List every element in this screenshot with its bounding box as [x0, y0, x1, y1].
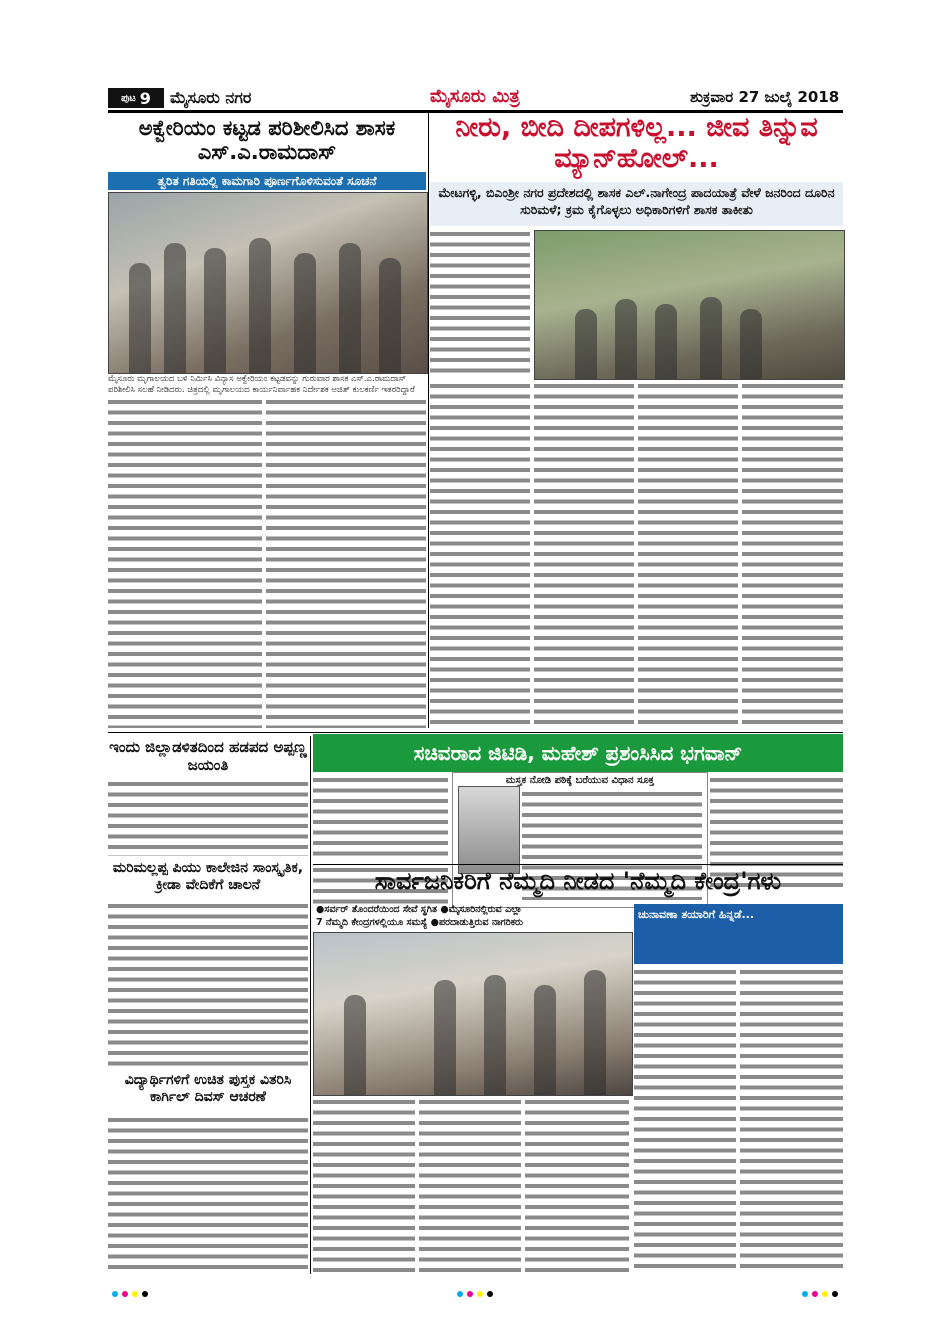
nemmadi-sidebar-title: ಚುನಾವಣಾ ತಯಾರಿಗೆ ಹಿನ್ನಡೆ...	[638, 908, 755, 921]
story-aquarium-headline: ಅಕ್ವೇರಿಯಂ ಕಟ್ಟಡ ಪರಿಶೀಲಿಸಿದ ಶಾಸಕ ಎಸ್.ಎ.ರಾಮದಾಸ್	[138, 116, 396, 165]
registration-marks-right	[800, 1282, 840, 1301]
story-nemmadi-column-4	[634, 968, 736, 1274]
story-kargil-body	[108, 1116, 308, 1272]
story-manhole-headline: ನೀರು, ಬೀದಿ ದೀಪಗಳಿಲ್ಲ... ಜೀವ ತಿನ್ನುವ ಮ್ಯಾನ್‌ಹೋಲ್...	[455, 112, 818, 175]
issue-date: ಶುಕ್ರವಾರ 27 ಜುಲೈ 2018	[690, 88, 840, 106]
page-number-badge	[108, 88, 164, 108]
story-nemmadi-column-3	[525, 1098, 629, 1274]
bhagwan-quote-title: ಮಸ್ತಕ ನೋಡಿ ಪಠಿಕ್ಕೆ ಬರೆಯುವ ವಿಧಾನ ಸೂಕ್ತ	[505, 775, 655, 786]
page-number: 9	[139, 88, 151, 108]
story-nemmadi-headline: ಸಾರ್ವಜನಿಕರಿಗೆ ನೆಮ್ಮದಿ ನೀಡದ 'ನೆಮ್ಮದಿ ಕೇಂದ್ರ'ಗಳು	[374, 867, 782, 895]
nemmadi-centre-photo	[313, 932, 633, 1096]
registration-marks-center	[455, 1282, 495, 1301]
story-aquarium-column-1	[108, 398, 262, 728]
story-nemmadi-bullets	[316, 904, 632, 930]
story-manhole-subdeck: ಮೇಟಗಳ್ಳಿ, ಬಿಎಂಶ್ರೀ ನಗರ ಪ್ರದೇಶದಲ್ಲಿ ಶಾಸಕ ಎಲ್.ನಾಗೇಂದ್ರ ಪಾದಯಾತ್ರೆ ವೇಳೆ ಜನರಿಂದ ದೂರಿನ ಸುರಿಮಳೆ; ಕ್ರಮ ಕೈಗೊಳ್ಳಲು ಅಧಿಕಾರಿಗಳಿಗೆ ಶಾಸಕ ತಾಕೀತು	[430, 182, 843, 226]
story-appanna-body	[108, 780, 308, 856]
story-college-headline: ಮರಿಮಲ್ಲಪ್ಪ ಪಿಯು ಕಾಲೇಜಿನ ಸಾಂಸ್ಕೃತಿಕ, ಕ್ರೀಡಾ ವೇದಿಕೆಗೆ ಚಾಲನೆ	[112, 860, 304, 893]
bhagwan-portrait	[458, 786, 520, 874]
section-title: ಮೈಸೂರು ನಗರ	[170, 88, 252, 107]
page-label: ಪುಟ	[121, 92, 136, 104]
section-divider	[313, 864, 843, 865]
story-manhole-column-5	[742, 382, 843, 728]
story-nemmadi-column-5	[740, 968, 843, 1274]
aquarium-photo	[108, 192, 428, 374]
story-nemmadi-column-2	[419, 1098, 521, 1274]
story-bhagwan-column-1	[313, 776, 448, 862]
story-nemmadi-column-1	[313, 1098, 415, 1274]
story-aquarium-banner: ತ್ವರಿತ ಗತಿಯಲ್ಲಿ ಕಾಮಗಾರಿ ಪೂರ್ಣಗೊಳಿಸುವಂತೆ ಸೂಚನೆ	[108, 172, 426, 190]
column-divider	[428, 112, 429, 728]
story-college-body	[108, 902, 308, 1068]
registration-marks-left	[110, 1282, 150, 1301]
column-divider	[310, 736, 311, 1274]
manhole-visit-photo	[534, 230, 845, 380]
story-appanna-headline: ಇಂದು ಜಿಲ್ಲಾಡಳಿತದಿಂದ ಹಡಪದ ಅಪ್ಪಣ್ಣ ಜಯಂತಿ	[109, 738, 307, 774]
nemmadi-bullet-line-2: 7 ನೆಮ್ಮದಿ ಕೇಂದ್ರಗಳಲ್ಲಿಯೂ ಸಮಸ್ಯೆ ●ಪರದಾಡುತ್ತಿರುವ ನಾಗರಿಕರು	[316, 916, 524, 928]
story-manhole-column-2	[430, 382, 530, 728]
story-manhole-column-3	[534, 382, 634, 728]
nemmadi-sidebar-box	[634, 904, 843, 964]
story-manhole-column-1	[430, 230, 530, 378]
aquarium-photo-caption: ಮೈಸೂರು ಮೃಗಾಲಯದ ಬಳಿ ನಿರ್ಮಿಸಿ ವಿನ್ಯಾಸ ಅಕ್ವೇರಿಯಂ ಕಟ್ಟಡವನ್ನು ಗುರುವಾರ ಶಾಸಕ ಎಸ್.ಎ.ರಾಮದಾಸ್ ಪರಿಶೀಲಿಸಿ ಸಲಹೆ ನೀಡಿದರು. ಚಿತ್ರದಲ್ಲಿ ಮೃಗಾಲಯದ ಕಾರ್ಯನಿರ್ವಾಹಕ ನಿರ್ದೇಶಕ ಅಜಿತ್ ಕುಲಕರ್ಣಿ ಇತರರಿದ್ದಾರೆ	[108, 374, 415, 396]
story-aquarium-column-2	[266, 398, 426, 728]
section-divider	[108, 732, 843, 733]
story-bhagwan-headline: ಸಚಿವರಾದ ಜಿಟಿಡಿ, ಮಹೇಶ್ ಪ್ರಶಂಸಿಸಿದ ಭಗವಾನ್	[313, 734, 843, 772]
story-manhole-column-4	[638, 382, 738, 728]
story-kargil-headline: ವಿದ್ಯಾರ್ಥಿಗಳಿಗೆ ಉಚಿತ ಪುಸ್ತಕ ವಿತರಿಸಿ ಕಾರ್ಗಿಲ್ ದಿವಸ್ ಆಚರಣೆ	[124, 1072, 292, 1105]
newspaper-logo: ಮೈಸೂರು ಮಿತ್ರ	[430, 86, 520, 107]
nemmadi-bullet-line-1: ●ಸರ್ವರ್ ತೊಂದರೆಯಿಂದ ಸೇವೆ ಸ್ಥಗಿತ ●ಮೈಸೂರಿನಲ್ಲಿರುವ ಎಲ್ಲಾ	[316, 904, 522, 915]
